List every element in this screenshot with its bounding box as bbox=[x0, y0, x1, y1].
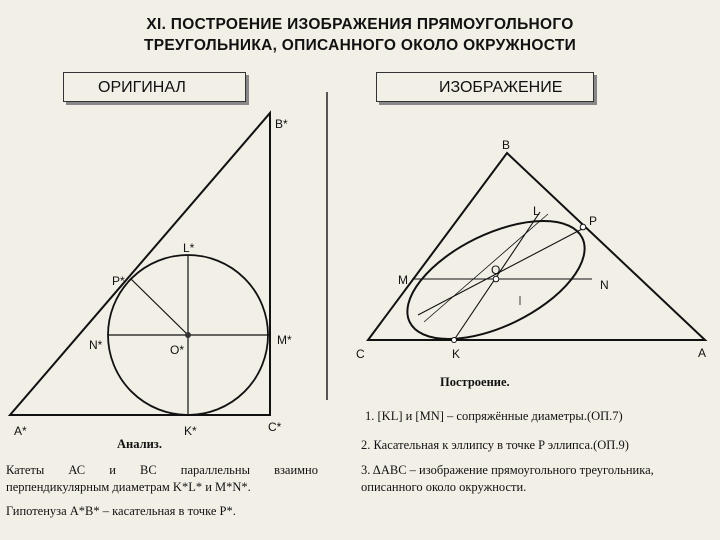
label-L-star: L* bbox=[183, 241, 195, 255]
analysis-heading: Анализ. bbox=[117, 437, 162, 451]
analysis-paragraph-2: Гипотенуза A*B* – касательная в точке P*. bbox=[6, 504, 236, 518]
construction-step-1: 1. [KL] и [MN] – сопряжённые диаметры.(ОП.7) bbox=[365, 409, 623, 423]
label-A-star: A* bbox=[14, 424, 27, 438]
label-O: O bbox=[491, 263, 501, 277]
label-N-star: N* bbox=[89, 338, 103, 352]
construction-step-2: 2. Касательная к эллипсу в точке P эллипса.(ОП.9) bbox=[361, 438, 629, 452]
label-P: P bbox=[589, 214, 598, 228]
title-line-2: ТРЕУГОЛЬНИКА, ОПИСАННОГО ОКОЛО ОКРУЖНОСТИ bbox=[143, 37, 577, 54]
image-figure bbox=[368, 153, 705, 363]
original-triangle bbox=[10, 113, 270, 415]
construction-heading: Построение. bbox=[440, 375, 510, 389]
label-L: L bbox=[533, 204, 540, 218]
title-line-1: XI. ПОСТРОЕНИЕ ИЗОБРАЖЕНИЯ ПРЯМОУГОЛЬНОГО bbox=[146, 16, 574, 33]
label-A: A bbox=[698, 346, 707, 360]
analysis-paragraph-1: Катеты АС и ВС параллельны взаимно перпендикулярным диаметрам K*L* и M*N*. bbox=[6, 463, 318, 494]
point-K bbox=[452, 338, 457, 343]
label-K-star: K* bbox=[184, 424, 197, 438]
label-K: K bbox=[452, 347, 461, 361]
image-label: ИЗОБРАЖЕНИЕ bbox=[439, 79, 563, 96]
label-M: M bbox=[398, 273, 408, 287]
label-B: B bbox=[502, 138, 511, 152]
construction-step-3: 3. ΔABC – изображение прямоугольного треугольника, описанного около окружности. bbox=[361, 463, 654, 494]
label-C-star: C* bbox=[268, 420, 282, 434]
point-O bbox=[493, 276, 499, 282]
point-P bbox=[580, 224, 586, 230]
label-N: N bbox=[600, 278, 609, 292]
image-triangle bbox=[368, 153, 705, 340]
construction-line-1 bbox=[424, 214, 548, 322]
radius-OP bbox=[131, 279, 188, 335]
label-C: C bbox=[356, 347, 365, 361]
label-O-star: O* bbox=[170, 343, 185, 357]
original-figure bbox=[10, 113, 270, 415]
label-P-star: P* bbox=[112, 274, 125, 288]
original-label: ОРИГИНАЛ bbox=[98, 79, 186, 96]
original-center-point bbox=[185, 332, 191, 338]
label-B-star: B* bbox=[275, 117, 288, 131]
label-M-star: M* bbox=[277, 333, 292, 347]
